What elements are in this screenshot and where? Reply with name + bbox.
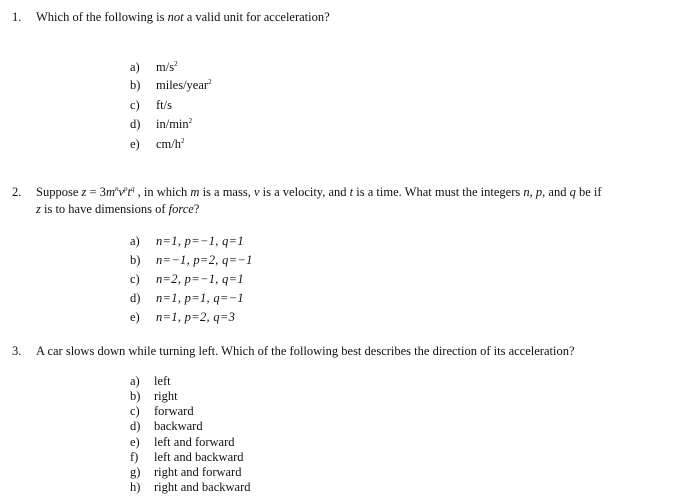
option-label: d) bbox=[130, 291, 141, 305]
option-text: cm/h bbox=[156, 137, 181, 151]
option-label: a) bbox=[130, 60, 140, 74]
option-sup: 2 bbox=[174, 60, 178, 68]
option-text: n=2, p=−1, q=1 bbox=[156, 272, 244, 286]
option-text: left bbox=[154, 374, 171, 388]
question-number: 3. bbox=[12, 344, 22, 358]
option-label: b) bbox=[130, 253, 141, 267]
option-text: miles/year bbox=[156, 78, 209, 92]
question-2-stem-line2: z is to have dimensions of force? bbox=[36, 202, 200, 216]
option-text: right and forward bbox=[154, 465, 242, 479]
option-label: d) bbox=[130, 419, 141, 433]
option-text: n=1, p=2, q=3 bbox=[156, 310, 236, 324]
question-number: 1. bbox=[12, 10, 22, 24]
option-3h[interactable] bbox=[130, 479, 251, 495]
option-1d[interactable] bbox=[130, 116, 192, 132]
option-text: n=1, p=1, q=−1 bbox=[156, 291, 244, 305]
option-text: n=1, p=−1, q=1 bbox=[156, 234, 244, 248]
option-1a[interactable] bbox=[130, 59, 178, 75]
option-text: backward bbox=[154, 419, 203, 433]
option-1e[interactable] bbox=[130, 136, 185, 152]
option-label: g) bbox=[130, 465, 141, 479]
option-text: m/s bbox=[156, 60, 175, 74]
option-label: e) bbox=[130, 435, 140, 449]
option-label: a) bbox=[130, 234, 140, 248]
option-label: c) bbox=[130, 272, 140, 286]
option-3d[interactable] bbox=[130, 418, 203, 434]
option-2a[interactable] bbox=[130, 233, 244, 249]
option-label: c) bbox=[130, 98, 140, 112]
stem-text: a valid unit for acceleration? bbox=[183, 10, 330, 24]
option-text: right and backward bbox=[154, 480, 251, 494]
option-label: h) bbox=[130, 480, 141, 494]
option-label: a) bbox=[130, 374, 140, 388]
question-number: 2. bbox=[12, 185, 22, 199]
option-3f[interactable] bbox=[130, 449, 244, 465]
option-label: b) bbox=[130, 389, 141, 403]
stem-text: Which of the following is bbox=[36, 10, 168, 24]
option-2d[interactable] bbox=[130, 290, 244, 306]
option-text: n=−1, p=2, q=−1 bbox=[156, 253, 253, 267]
option-text: left and forward bbox=[154, 435, 235, 449]
option-sup: 2 bbox=[208, 78, 212, 86]
option-label: d) bbox=[130, 117, 141, 131]
option-3g[interactable] bbox=[130, 464, 241, 480]
option-label: e) bbox=[130, 310, 140, 324]
option-2b[interactable] bbox=[130, 252, 253, 268]
option-2c[interactable] bbox=[130, 271, 244, 287]
option-text: right bbox=[154, 389, 178, 403]
option-3b[interactable] bbox=[130, 388, 178, 404]
option-3c[interactable] bbox=[130, 403, 194, 419]
option-text: forward bbox=[154, 404, 194, 418]
option-text: left and backward bbox=[154, 450, 244, 464]
option-label: f) bbox=[130, 450, 139, 464]
option-2e[interactable] bbox=[130, 309, 235, 325]
option-label: b) bbox=[130, 78, 141, 92]
option-text: ft/s bbox=[156, 98, 172, 112]
option-3a[interactable] bbox=[130, 373, 171, 389]
option-label: c) bbox=[130, 404, 140, 418]
option-text: in/min bbox=[156, 117, 189, 131]
option-1b[interactable] bbox=[130, 77, 212, 93]
option-label: e) bbox=[130, 137, 140, 151]
option-1c[interactable] bbox=[130, 97, 172, 113]
option-sup: 2 bbox=[188, 117, 193, 125]
option-sup: 2 bbox=[181, 137, 185, 145]
option-3e[interactable] bbox=[130, 434, 235, 450]
stem-text: A car slows down while turning left. Which of the following best describes the direction of its acceleration? bbox=[36, 344, 575, 358]
stem-emphasis: not bbox=[167, 10, 184, 24]
